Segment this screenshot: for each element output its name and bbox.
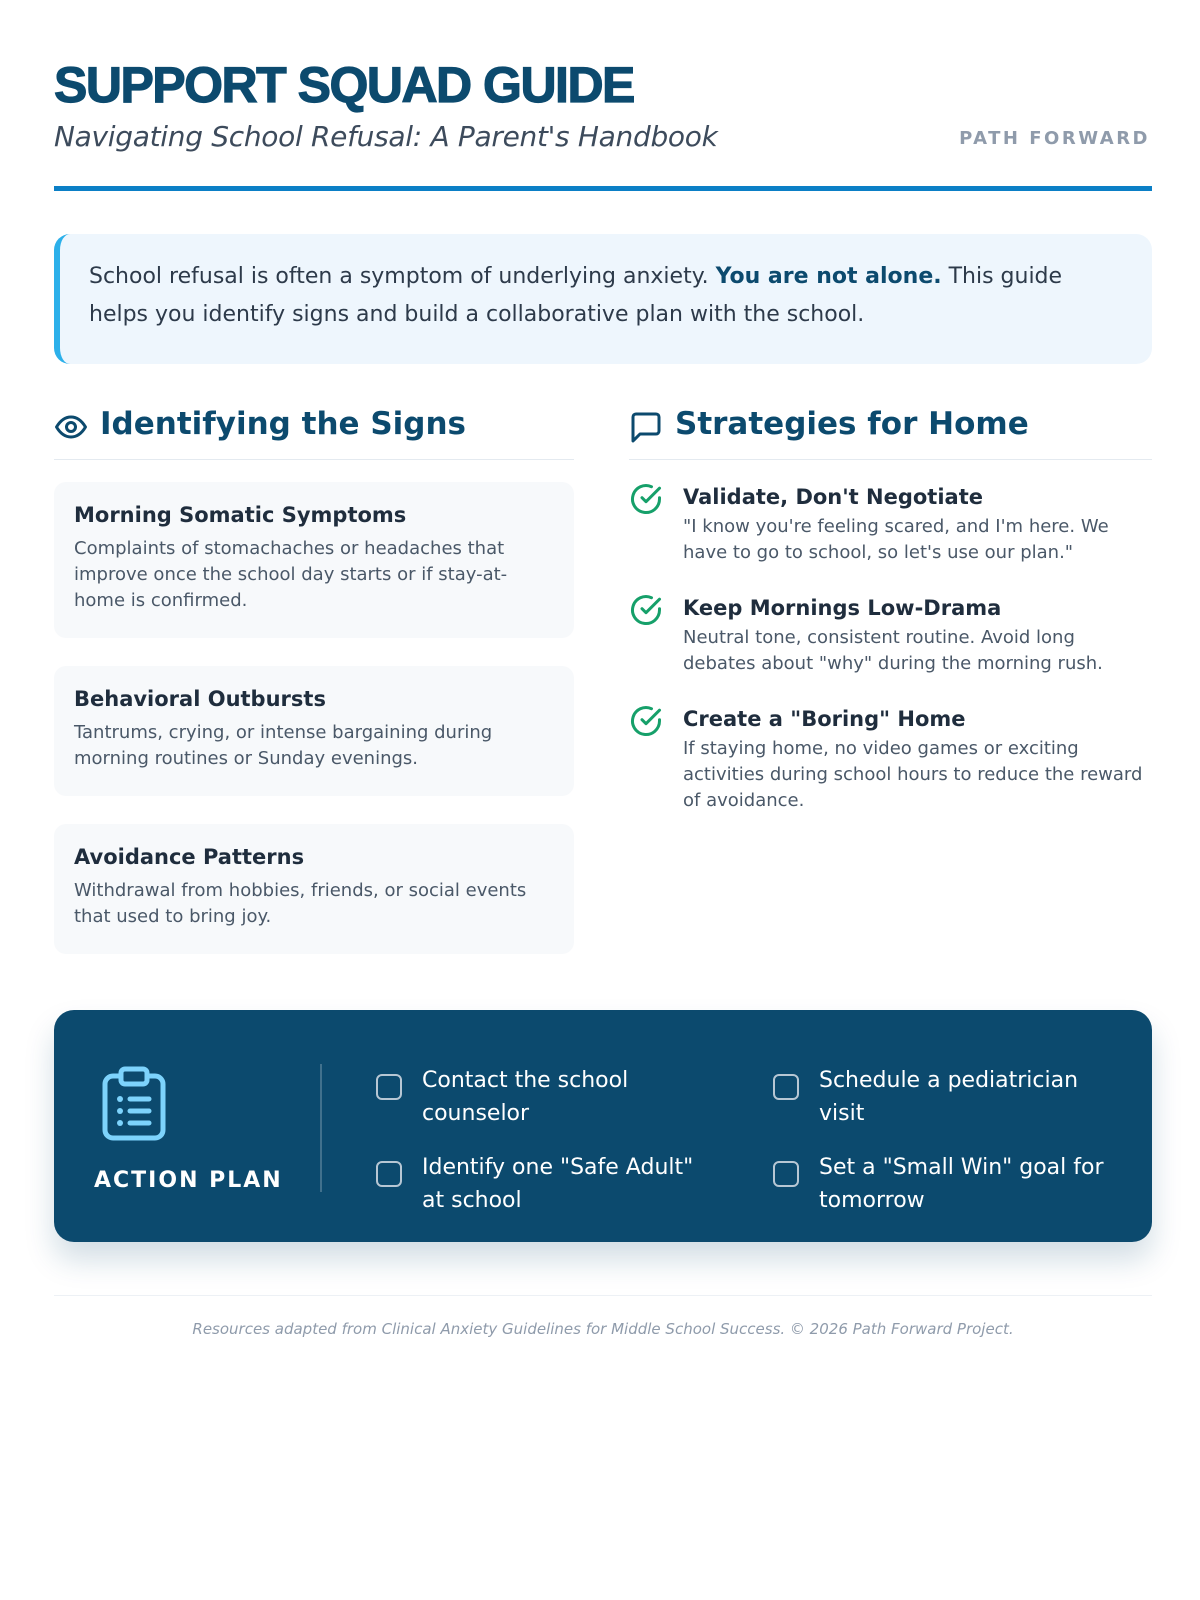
header: [54, 0, 1152, 196]
task-label: Identify one "Safe Adult" at school: [422, 1155, 694, 1213]
intro-callout: [54, 234, 1152, 364]
check-circle-icon: [629, 593, 663, 627]
eye-icon: [54, 410, 88, 444]
action-task[interactable]: [376, 1064, 706, 1134]
sign-description: Complaints of stomachaches or headaches that improve once the school day starts or if stay-at-home is confirmed.: [74, 538, 508, 611]
sign-card: [54, 824, 574, 954]
sign-title: Morning Somatic Symptoms: [74, 503, 407, 527]
page: [54, 0, 1152, 1338]
check-circle-icon: [629, 704, 663, 738]
strategy-description: "I know you're feeling scared, and I'm here. We have to go to school, so let's use our plan.": [683, 516, 1109, 563]
header-divider: [54, 186, 1152, 191]
signs-header: [54, 402, 574, 460]
task-checkbox[interactable]: [773, 1074, 799, 1100]
strategies-section: [629, 402, 1152, 811]
check-circle-icon: [629, 482, 663, 516]
task-label: Set a "Small Win" goal for tomorrow: [819, 1155, 1104, 1213]
strategies-heading: Strategies for Home: [675, 406, 1029, 442]
strategy-item: [629, 482, 1152, 572]
page-subtitle: Navigating School Refusal: A Parent's Handbook: [54, 120, 718, 153]
action-plan-divider: [320, 1064, 322, 1192]
page-title: SUPPORT SQUAD GUIDE: [54, 57, 634, 113]
sign-description: Tantrums, crying, or intense bargaining during morning routines or Sunday evenings.: [74, 722, 493, 769]
strategy-title: Keep Mornings Low-Drama: [683, 596, 1002, 620]
sign-title: Behavioral Outbursts: [74, 687, 326, 711]
intro-text-before: School refusal is often a symptom of underlying anxiety.: [89, 264, 716, 289]
task-checkbox[interactable]: [376, 1074, 402, 1100]
task-label: Contact the school counselor: [422, 1068, 629, 1126]
intro-emphasis: You are not alone.: [715, 264, 942, 289]
action-task[interactable]: [773, 1064, 1103, 1134]
sign-description: Withdrawal from hobbies, friends, or social events that used to bring joy.: [74, 880, 527, 927]
action-plan-panel: [54, 1010, 1152, 1242]
signs-heading: Identifying the Signs: [100, 406, 467, 442]
brand-label: PATH FORWARD: [959, 128, 1150, 149]
footer-note: Resources adapted from Clinical Anxiety Guidelines for Middle School Success. © 2026 Path Forward Project.: [192, 1320, 1014, 1338]
sign-title: Avoidance Patterns: [74, 845, 305, 869]
strategy-description: Neutral tone, consistent routine. Avoid long debates about "why" during the morning rush.: [683, 627, 1103, 674]
strategy-description: If staying home, no video games or exciting activities during school hours to reduce the reward of avoidance.: [683, 738, 1143, 811]
task-label: Schedule a pediatrician visit: [819, 1068, 1079, 1126]
strategy-title: Create a "Boring" Home: [683, 707, 966, 731]
strategies-header: [629, 402, 1152, 460]
message-square-icon: [629, 410, 663, 444]
task-checkbox[interactable]: [376, 1161, 402, 1187]
clipboard-list-icon: [101, 1066, 167, 1142]
footer-divider: [54, 1295, 1152, 1296]
strategy-item: [629, 593, 1152, 683]
signs-section: [54, 402, 574, 927]
sign-card: [54, 482, 574, 638]
action-plan-label: ACTION PLAN: [94, 1168, 283, 1193]
intro-text-after: This guide helps you identify signs and build a collaborative plan with the school.: [89, 264, 1063, 327]
action-task[interactable]: [773, 1151, 1103, 1221]
strategy-title: Validate, Don't Negotiate: [683, 485, 983, 509]
sign-card: [54, 666, 574, 796]
task-checkbox[interactable]: [773, 1161, 799, 1187]
action-task[interactable]: [376, 1151, 706, 1221]
strategy-item: [629, 704, 1152, 820]
